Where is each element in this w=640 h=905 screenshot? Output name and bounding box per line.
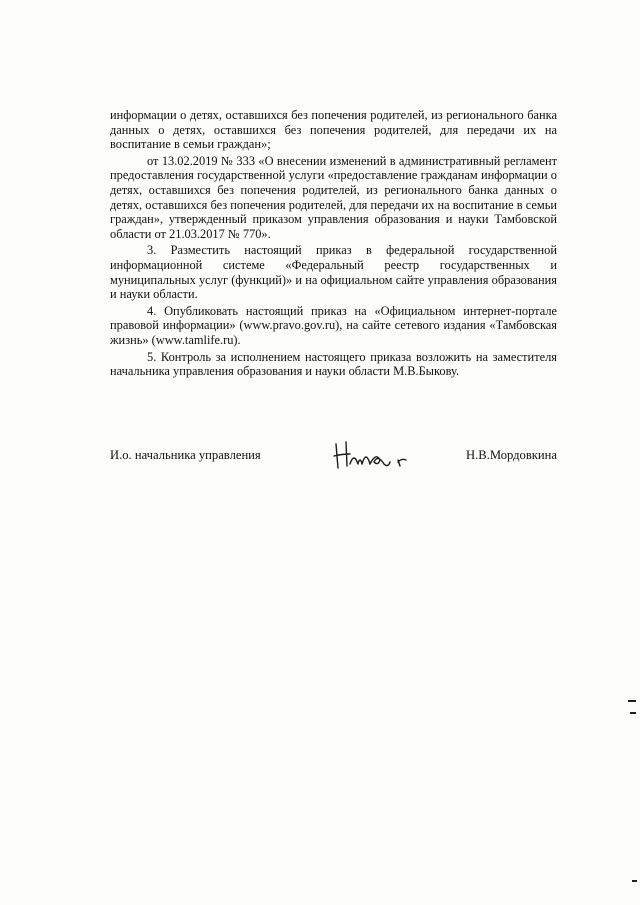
paragraph-order-333: от 13.02.2019 № 333 «О внесении изменений в административный регламент предоставления государственной услуги «предоставление гражданам информации о детях, оставшихся без попечения родителей, из регионального банка данных о детях, оставшихся без попечения родителей, для передачи их на воспитание в семьи граждан», утвержденный приказом управления образования и науки Тамбовской области от 21.03.2017 № 770».	[110, 153, 557, 241]
scan-mark	[630, 712, 636, 714]
paragraph-3: 3. Разместить настоящий приказ в федеральной государственной информационной системе «Федеральный реестр государственных и муниципальных услуг (функций)» и на официальном сайте управления образования и науки области.	[110, 243, 557, 302]
scan-mark	[628, 700, 636, 702]
signatory-name: Н.В.Мордовкина	[466, 448, 557, 462]
signatory-title: И.о. начальника управления	[110, 448, 261, 462]
paragraph-4: 4. Опубликовать настоящий приказ на «Официальном интернет-портале правовой информации» (www.pravo.gov.ru), на сайте сетевого издания «Тамбовская жизнь» (www.tamlife.ru).	[110, 303, 557, 347]
handwritten-signature	[332, 434, 422, 474]
scan-mark	[632, 880, 637, 882]
paragraph-continuation: информации о детях, оставшихся без попечения родителей, из регионального банка данных о детях, оставшихся без попечения родителей, для передачи их на воспитание в семьи граждан»;	[110, 108, 557, 152]
paragraph-5: 5. Контроль за исполнением настоящего приказа возложить на заместителя начальника управления образования и науки области М.В.Быкову.	[110, 349, 557, 379]
document-body	[110, 108, 557, 381]
signature-block	[110, 440, 557, 480]
